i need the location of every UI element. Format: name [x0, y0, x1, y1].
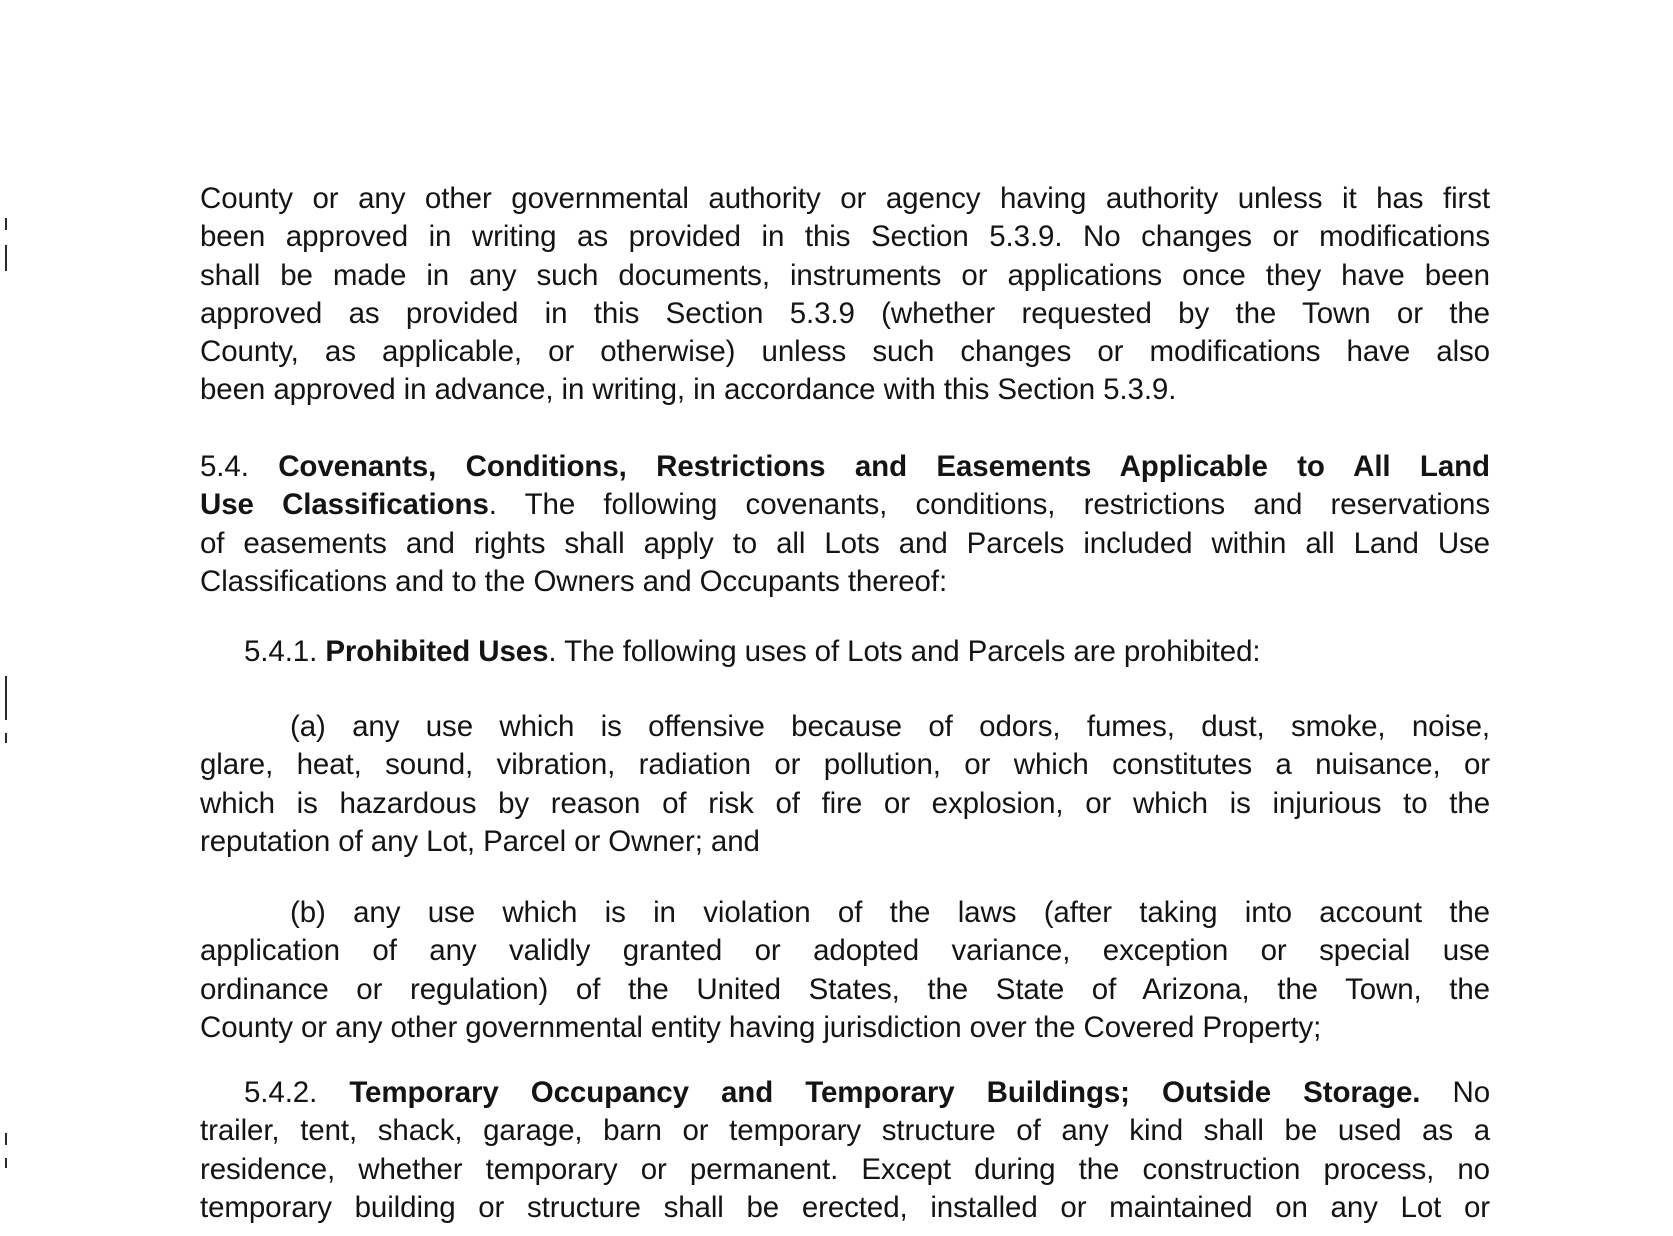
text-line: reputation of any Lot, Parcel or Owner; and	[200, 824, 760, 858]
scan-margin-mark	[5, 676, 7, 720]
text-line: County or any other governmental entity having jurisdiction over the Covered Property;	[200, 1010, 1322, 1044]
subsection-heading-line	[200, 1074, 1490, 1112]
text-line: glare, heat, sound, vibration, radiation or pollution, or which constitutes a nuisance, or	[200, 748, 1490, 782]
section-5-4	[200, 448, 1490, 601]
text-line: been approved in advance, in writing, in accordance with this Section 5.3.9.	[200, 373, 1177, 407]
section-heading: Use Classifications	[200, 488, 489, 522]
subsection-heading-line	[200, 633, 1490, 671]
section-text: . The following covenants, conditions, restrictions and reservations	[488, 488, 1490, 522]
text-line: of easements and rights shall apply to all Lots and Parcels included within all Land Use	[200, 526, 1490, 560]
text-line	[200, 486, 1490, 524]
scan-margin-mark	[5, 1158, 7, 1168]
subsection-heading: Temporary Occupancy and Temporary Buildings; Outside Storage.	[349, 1076, 1421, 1109]
section-heading: Covenants, Conditions, Restrictions and Easements Applicable to All Land	[278, 450, 1490, 483]
continuation-paragraph	[200, 180, 1490, 410]
subsection-text: No	[1420, 1076, 1490, 1109]
text-line: County, as applicable, or otherwise) unless such changes or modifications have also	[200, 335, 1490, 369]
scan-margin-mark	[5, 218, 7, 230]
text-line: (b) any use which is in violation of the laws (after taking into account the	[290, 896, 1490, 929]
list-item-b	[200, 894, 1490, 1047]
scan-margin-mark	[5, 733, 7, 743]
section-5-4-heading-line	[200, 448, 1490, 486]
text-line: application of any validly granted or adopted variance, exception or special use	[200, 934, 1490, 968]
section-5-4-2	[200, 1074, 1490, 1227]
subsection-text: . The following uses of Lots and Parcels are prohibited:	[548, 635, 1261, 668]
text-line: approved as provided in this Section 5.3.9 (whether requested by the Town or the	[200, 296, 1490, 330]
list-item-a	[200, 708, 1490, 861]
subsection-heading: Prohibited Uses	[325, 635, 549, 668]
text-line: which is hazardous by reason of risk of fire or explosion, or which is injurious to the	[200, 786, 1490, 820]
text-line: ordinance or regulation) of the United States, the State of Arizona, the Town, the	[200, 972, 1490, 1006]
section-5-4-1	[200, 633, 1490, 671]
subsection-number: 5.4.1.	[244, 635, 318, 668]
text-line: been approved in writing as provided in this Section 5.3.9. No changes or modifications	[200, 220, 1490, 254]
text-line: shall be made in any such documents, instruments or applications once they have been	[200, 258, 1490, 292]
text-line: Classifications and to the Owners and Occupants thereof:	[200, 564, 948, 598]
text-line: (a) any use which is offensive because of odors, fumes, dust, smoke, noise,	[290, 710, 1490, 743]
text-line: residence, whether temporary or permanent. Except during the construction process, no	[200, 1152, 1490, 1186]
text-line: trailer, tent, shack, garage, barn or temporary structure of any kind shall be used as a	[200, 1114, 1490, 1148]
scan-margin-mark	[5, 245, 7, 271]
scan-margin-mark	[5, 1133, 7, 1145]
text-line: County or any other governmental authority or agency having authority unless it has first	[200, 182, 1490, 215]
subsection-number: 5.4.2.	[244, 1076, 318, 1109]
text-line: temporary building or structure shall be erected, installed or maintained on any Lot or	[200, 1190, 1490, 1224]
section-number: 5.4.	[200, 450, 249, 483]
